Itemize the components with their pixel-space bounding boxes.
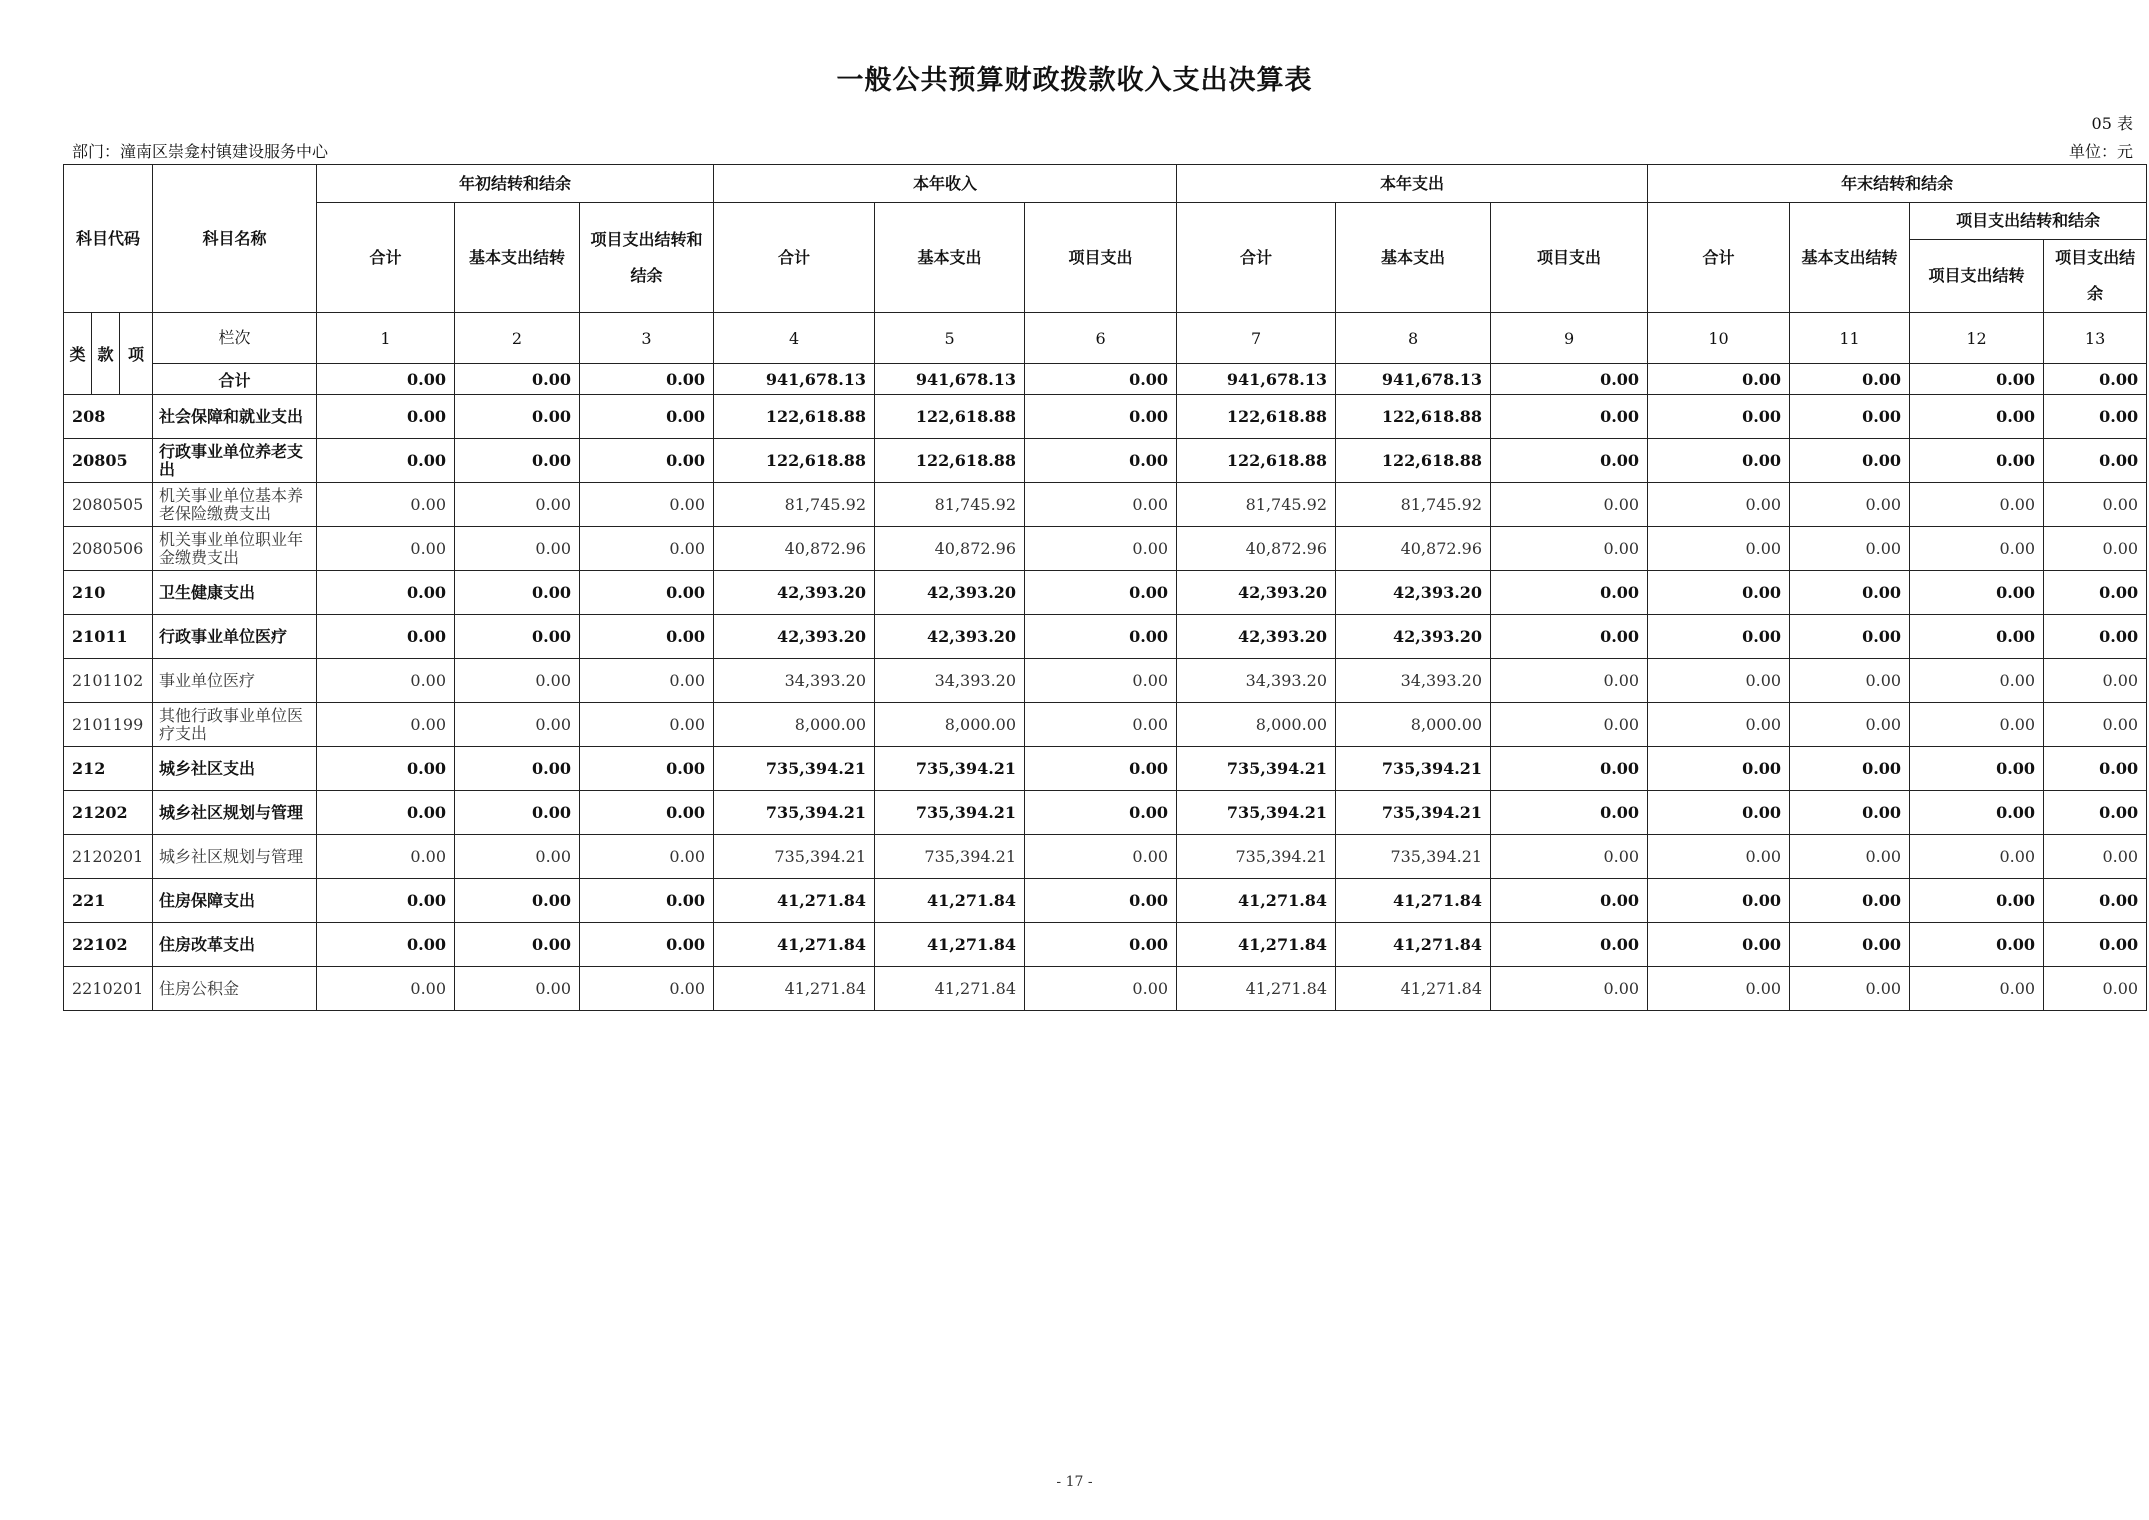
amount-cell: 41,271.84: [875, 923, 1025, 967]
amount-cell: 0.00: [1648, 527, 1790, 571]
total-value: 0.00: [1491, 364, 1648, 395]
subject-code: 2080506: [64, 527, 153, 571]
total-value: 0.00: [455, 364, 580, 395]
header-begin-basic: 基本支出结转: [455, 203, 580, 313]
amount-cell: 0.00: [455, 747, 580, 791]
col-number: 7: [1177, 313, 1336, 364]
amount-cell: 735,394.21: [714, 747, 875, 791]
amount-cell: 0.00: [580, 747, 714, 791]
subject-name: 其他行政事业单位医疗支出: [153, 703, 317, 747]
amount-cell: 40,872.96: [1177, 527, 1336, 571]
amount-cell: 0.00: [1491, 483, 1648, 527]
header-kuan: 款: [92, 313, 120, 395]
amount-cell: 735,394.21: [1336, 747, 1491, 791]
amount-cell: 41,271.84: [1336, 879, 1491, 923]
table-row: [64, 835, 2147, 879]
amount-cell: 0.00: [455, 615, 580, 659]
amount-cell: 0.00: [1910, 395, 2044, 439]
amount-cell: 0.00: [455, 923, 580, 967]
amount-cell: 0.00: [2044, 703, 2147, 747]
total-value: 0.00: [580, 364, 714, 395]
col-number: 4: [714, 313, 875, 364]
amount-cell: 8,000.00: [714, 703, 875, 747]
amount-cell: 0.00: [580, 659, 714, 703]
table-row: [64, 527, 2147, 571]
amount-cell: 0.00: [1790, 923, 1910, 967]
amount-cell: 735,394.21: [1336, 835, 1491, 879]
amount-cell: 0.00: [2044, 483, 2147, 527]
amount-cell: 0.00: [317, 703, 455, 747]
subject-code: 22102: [64, 923, 153, 967]
amount-cell: 0.00: [1648, 571, 1790, 615]
subject-code: 21202: [64, 791, 153, 835]
amount-cell: 8,000.00: [875, 703, 1025, 747]
amount-cell: 0.00: [1648, 615, 1790, 659]
amount-cell: 0.00: [317, 395, 455, 439]
amount-cell: 0.00: [1491, 703, 1648, 747]
amount-cell: 0.00: [1790, 703, 1910, 747]
amount-cell: 34,393.20: [714, 659, 875, 703]
amount-cell: 81,745.92: [714, 483, 875, 527]
amount-cell: 42,393.20: [1177, 615, 1336, 659]
subject-name: 住房保障支出: [153, 879, 317, 923]
column-number-row: [64, 313, 2147, 364]
amount-cell: 0.00: [580, 967, 714, 1011]
amount-cell: 0.00: [1648, 439, 1790, 483]
subject-code: 221: [64, 879, 153, 923]
amount-cell: 0.00: [1491, 835, 1648, 879]
form-number: 05 表: [2091, 114, 2133, 133]
subject-code: 2210201: [64, 967, 153, 1011]
subject-name: 城乡社区规划与管理: [153, 791, 317, 835]
amount-cell: 0.00: [455, 703, 580, 747]
amount-cell: 0.00: [1025, 615, 1177, 659]
subject-name: 住房公积金: [153, 967, 317, 1011]
header-code: 科目代码: [64, 165, 153, 313]
department-label: 部门：潼南区崇龛村镇建设服务中心: [72, 142, 329, 161]
amount-cell: 0.00: [1491, 527, 1648, 571]
amount-cell: 42,393.20: [1177, 571, 1336, 615]
amount-cell: 0.00: [2044, 659, 2147, 703]
amount-cell: 0.00: [580, 615, 714, 659]
table-row: [64, 483, 2147, 527]
amount-cell: 0.00: [580, 527, 714, 571]
amount-cell: 0.00: [1910, 835, 2044, 879]
amount-cell: 0.00: [1910, 703, 2044, 747]
amount-cell: 40,872.96: [1336, 527, 1491, 571]
amount-cell: 0.00: [1025, 527, 1177, 571]
amount-cell: 0.00: [1790, 615, 1910, 659]
report-title: 一般公共预算财政拨款收入支出决算表: [836, 65, 1313, 96]
total-value: 941,678.13: [1336, 364, 1491, 395]
amount-cell: 42,393.20: [875, 615, 1025, 659]
amount-cell: 0.00: [1648, 967, 1790, 1011]
col-number: 11: [1790, 313, 1910, 364]
amount-cell: 0.00: [455, 967, 580, 1011]
amount-cell: 41,271.84: [1336, 967, 1491, 1011]
amount-cell: 41,271.84: [1336, 923, 1491, 967]
header-lanci: 栏次: [153, 313, 317, 364]
amount-cell: 0.00: [1790, 879, 1910, 923]
subject-name: 社会保障和就业支出: [153, 395, 317, 439]
header-begin-project: 项目支出结转和结余: [580, 203, 714, 313]
amount-cell: 122,618.88: [1177, 395, 1336, 439]
amount-cell: 0.00: [1910, 527, 2044, 571]
amount-cell: 0.00: [455, 395, 580, 439]
amount-cell: 0.00: [1025, 483, 1177, 527]
amount-cell: 0.00: [1025, 395, 1177, 439]
amount-cell: 0.00: [2044, 835, 2147, 879]
table-row: [64, 659, 2147, 703]
amount-cell: 0.00: [1648, 747, 1790, 791]
amount-cell: 0.00: [1025, 835, 1177, 879]
amount-cell: 0.00: [1491, 791, 1648, 835]
amount-cell: 0.00: [317, 439, 455, 483]
subject-code: 208: [64, 395, 153, 439]
subject-name: 机关事业单位基本养老保险缴费支出: [153, 483, 317, 527]
amount-cell: 8,000.00: [1177, 703, 1336, 747]
subject-code: 21011: [64, 615, 153, 659]
amount-cell: 0.00: [1790, 967, 1910, 1011]
subject-name: 行政事业单位养老支出: [153, 439, 317, 483]
amount-cell: 42,393.20: [714, 571, 875, 615]
amount-cell: 0.00: [1025, 967, 1177, 1011]
amount-cell: 42,393.20: [1336, 571, 1491, 615]
header-end-basic: 基本支出结转: [1790, 203, 1910, 313]
amount-cell: 42,393.20: [714, 615, 875, 659]
amount-cell: 735,394.21: [1177, 747, 1336, 791]
amount-cell: 0.00: [1491, 659, 1648, 703]
amount-cell: 735,394.21: [1336, 791, 1491, 835]
header-end-project-carry: 项目支出结转: [1910, 240, 2044, 313]
amount-cell: 0.00: [1910, 791, 2044, 835]
subject-name: 机关事业单位职业年金缴费支出: [153, 527, 317, 571]
total-value: 0.00: [2044, 364, 2147, 395]
amount-cell: 0.00: [2044, 791, 2147, 835]
amount-cell: 0.00: [317, 659, 455, 703]
header-row-sub: [64, 203, 2147, 240]
header-row-groups: [64, 165, 2147, 203]
amount-cell: 735,394.21: [875, 835, 1025, 879]
amount-cell: 0.00: [455, 835, 580, 879]
total-value: 0.00: [1648, 364, 1790, 395]
amount-cell: 0.00: [1790, 571, 1910, 615]
amount-cell: 0.00: [1648, 659, 1790, 703]
amount-cell: 0.00: [580, 923, 714, 967]
table-row: [64, 747, 2147, 791]
amount-cell: 0.00: [2044, 395, 2147, 439]
subject-code: 212: [64, 747, 153, 791]
amount-cell: 735,394.21: [875, 791, 1025, 835]
amount-cell: 0.00: [1648, 791, 1790, 835]
amount-cell: 0.00: [2044, 571, 2147, 615]
amount-cell: 34,393.20: [1336, 659, 1491, 703]
amount-cell: 0.00: [317, 483, 455, 527]
amount-cell: 40,872.96: [875, 527, 1025, 571]
amount-cell: 0.00: [317, 571, 455, 615]
amount-cell: 41,271.84: [714, 967, 875, 1011]
amount-cell: 735,394.21: [1177, 791, 1336, 835]
header-end-project-group: 项目支出结转和结余: [1910, 203, 2147, 240]
amount-cell: 0.00: [2044, 967, 2147, 1011]
amount-cell: 0.00: [1648, 395, 1790, 439]
amount-cell: 0.00: [317, 615, 455, 659]
header-group-end: 年末结转和结余: [1648, 165, 2147, 203]
amount-cell: 0.00: [1648, 879, 1790, 923]
col-number: 10: [1648, 313, 1790, 364]
amount-cell: 122,618.88: [1177, 439, 1336, 483]
amount-cell: 0.00: [455, 571, 580, 615]
amount-cell: 81,745.92: [1177, 483, 1336, 527]
header-group-expense: 本年支出: [1177, 165, 1648, 203]
amount-cell: 0.00: [2044, 747, 2147, 791]
amount-cell: 0.00: [1790, 659, 1910, 703]
amount-cell: 0.00: [1910, 659, 2044, 703]
header-expense-project: 项目支出: [1491, 203, 1648, 313]
amount-cell: 0.00: [1648, 835, 1790, 879]
table-row: [64, 615, 2147, 659]
amount-cell: 0.00: [1648, 703, 1790, 747]
amount-cell: 41,271.84: [714, 879, 875, 923]
amount-cell: 122,618.88: [714, 439, 875, 483]
amount-cell: 0.00: [580, 395, 714, 439]
amount-cell: 41,271.84: [875, 879, 1025, 923]
amount-cell: 735,394.21: [714, 835, 875, 879]
table-body: [64, 165, 2147, 1011]
col-number: 8: [1336, 313, 1491, 364]
col-number: 2: [455, 313, 580, 364]
header-expense-total: 合计: [1177, 203, 1336, 313]
amount-cell: 0.00: [317, 527, 455, 571]
amount-cell: 735,394.21: [714, 791, 875, 835]
subject-name: 住房改革支出: [153, 923, 317, 967]
subject-code: 2080505: [64, 483, 153, 527]
total-row: [64, 364, 2147, 395]
amount-cell: 0.00: [2044, 527, 2147, 571]
header-name: 科目名称: [153, 165, 317, 313]
amount-cell: 34,393.20: [1177, 659, 1336, 703]
amount-cell: 42,393.20: [1336, 615, 1491, 659]
amount-cell: 0.00: [317, 747, 455, 791]
amount-cell: 0.00: [1491, 879, 1648, 923]
amount-cell: 0.00: [1910, 571, 2044, 615]
table-row: [64, 791, 2147, 835]
amount-cell: 0.00: [580, 703, 714, 747]
total-value: 941,678.13: [875, 364, 1025, 395]
amount-cell: 0.00: [1790, 483, 1910, 527]
total-value: 941,678.13: [1177, 364, 1336, 395]
subject-code: 210: [64, 571, 153, 615]
amount-cell: 735,394.21: [875, 747, 1025, 791]
col-number: 1: [317, 313, 455, 364]
total-value: 0.00: [317, 364, 455, 395]
header-xiang: 项: [120, 313, 153, 395]
total-value: 0.00: [1790, 364, 1910, 395]
amount-cell: 81,745.92: [875, 483, 1025, 527]
table-row: [64, 703, 2147, 747]
total-label: 合计: [153, 364, 317, 395]
table-row: [64, 571, 2147, 615]
header-lei: 类: [64, 313, 92, 395]
amount-cell: 0.00: [455, 439, 580, 483]
amount-cell: 8,000.00: [1336, 703, 1491, 747]
amount-cell: 0.00: [1025, 747, 1177, 791]
amount-cell: 0.00: [1025, 879, 1177, 923]
amount-cell: 0.00: [1025, 571, 1177, 615]
amount-cell: 0.00: [317, 967, 455, 1011]
amount-cell: 40,872.96: [714, 527, 875, 571]
amount-cell: 0.00: [2044, 879, 2147, 923]
header-end-project-surplus: 项目支出结余: [2044, 240, 2147, 313]
amount-cell: 0.00: [1790, 527, 1910, 571]
unit-label: 单位：元: [2068, 142, 2133, 161]
amount-cell: 42,393.20: [875, 571, 1025, 615]
header-income-project: 项目支出: [1025, 203, 1177, 313]
amount-cell: 0.00: [580, 791, 714, 835]
col-number: 13: [2044, 313, 2147, 364]
amount-cell: 0.00: [317, 879, 455, 923]
header-income-total: 合计: [714, 203, 875, 313]
subject-code: 2120201: [64, 835, 153, 879]
table-row: [64, 967, 2147, 1011]
amount-cell: 0.00: [1491, 439, 1648, 483]
header-begin-total: 合计: [317, 203, 455, 313]
amount-cell: 41,271.84: [1177, 967, 1336, 1011]
amount-cell: 0.00: [1910, 439, 2044, 483]
amount-cell: 81,745.92: [1336, 483, 1491, 527]
amount-cell: 0.00: [1491, 923, 1648, 967]
amount-cell: 0.00: [1648, 483, 1790, 527]
subject-name: 卫生健康支出: [153, 571, 317, 615]
amount-cell: 0.00: [1025, 439, 1177, 483]
amount-cell: 735,394.21: [1177, 835, 1336, 879]
amount-cell: 34,393.20: [875, 659, 1025, 703]
table-row: [64, 395, 2147, 439]
header-end-total: 合计: [1648, 203, 1790, 313]
col-number: 5: [875, 313, 1025, 364]
amount-cell: 0.00: [580, 439, 714, 483]
amount-cell: 0.00: [317, 923, 455, 967]
col-number: 12: [1910, 313, 2044, 364]
table-row: [64, 439, 2147, 483]
amount-cell: 0.00: [1790, 439, 1910, 483]
total-value: 0.00: [1910, 364, 2044, 395]
amount-cell: 0.00: [580, 483, 714, 527]
amount-cell: 41,271.84: [1177, 879, 1336, 923]
amount-cell: 0.00: [1910, 967, 2044, 1011]
header-income-basic: 基本支出: [875, 203, 1025, 313]
amount-cell: 0.00: [1025, 659, 1177, 703]
amount-cell: 0.00: [1790, 395, 1910, 439]
amount-cell: 0.00: [455, 483, 580, 527]
amount-cell: 0.00: [317, 791, 455, 835]
amount-cell: 0.00: [1790, 835, 1910, 879]
header-group-begin: 年初结转和结余: [317, 165, 714, 203]
amount-cell: 0.00: [1910, 879, 2044, 923]
amount-cell: 0.00: [1025, 703, 1177, 747]
subject-code: 20805: [64, 439, 153, 483]
amount-cell: 122,618.88: [714, 395, 875, 439]
subject-name: 事业单位医疗: [153, 659, 317, 703]
amount-cell: 0.00: [317, 835, 455, 879]
amount-cell: 0.00: [1025, 923, 1177, 967]
amount-cell: 0.00: [1491, 967, 1648, 1011]
amount-cell: 0.00: [1491, 615, 1648, 659]
amount-cell: 0.00: [455, 879, 580, 923]
header-expense-basic: 基本支出: [1336, 203, 1491, 313]
amount-cell: 0.00: [1491, 395, 1648, 439]
amount-cell: 0.00: [1910, 615, 2044, 659]
page-number: - 17 -: [1056, 1474, 1093, 1490]
header-group-income: 本年收入: [714, 165, 1177, 203]
table-row: [64, 879, 2147, 923]
amount-cell: 0.00: [1790, 791, 1910, 835]
amount-cell: 0.00: [1648, 923, 1790, 967]
amount-cell: 0.00: [580, 835, 714, 879]
amount-cell: 0.00: [2044, 615, 2147, 659]
amount-cell: 122,618.88: [1336, 439, 1491, 483]
amount-cell: 41,271.84: [1177, 923, 1336, 967]
subject-name: 行政事业单位医疗: [153, 615, 317, 659]
amount-cell: 122,618.88: [875, 439, 1025, 483]
amount-cell: 41,271.84: [875, 967, 1025, 1011]
amount-cell: 0.00: [455, 527, 580, 571]
amount-cell: 0.00: [1910, 923, 2044, 967]
amount-cell: 0.00: [580, 879, 714, 923]
amount-cell: 41,271.84: [714, 923, 875, 967]
amount-cell: 0.00: [1790, 747, 1910, 791]
total-value: 0.00: [1025, 364, 1177, 395]
table-row: [64, 923, 2147, 967]
amount-cell: 0.00: [1910, 747, 2044, 791]
budget-table: [63, 164, 2147, 1011]
amount-cell: 0.00: [455, 659, 580, 703]
amount-cell: 0.00: [1491, 571, 1648, 615]
subject-code: 2101199: [64, 703, 153, 747]
col-number: 9: [1491, 313, 1648, 364]
amount-cell: 0.00: [455, 791, 580, 835]
amount-cell: 122,618.88: [1336, 395, 1491, 439]
amount-cell: 0.00: [1025, 791, 1177, 835]
total-value: 941,678.13: [714, 364, 875, 395]
col-number: 6: [1025, 313, 1177, 364]
amount-cell: 0.00: [2044, 923, 2147, 967]
subject-name: 城乡社区规划与管理: [153, 835, 317, 879]
subject-name: 城乡社区支出: [153, 747, 317, 791]
col-number: 3: [580, 313, 714, 364]
amount-cell: 0.00: [580, 571, 714, 615]
subject-code: 2101102: [64, 659, 153, 703]
amount-cell: 0.00: [1910, 483, 2044, 527]
amount-cell: 122,618.88: [875, 395, 1025, 439]
amount-cell: 0.00: [1491, 747, 1648, 791]
amount-cell: 0.00: [2044, 439, 2147, 483]
